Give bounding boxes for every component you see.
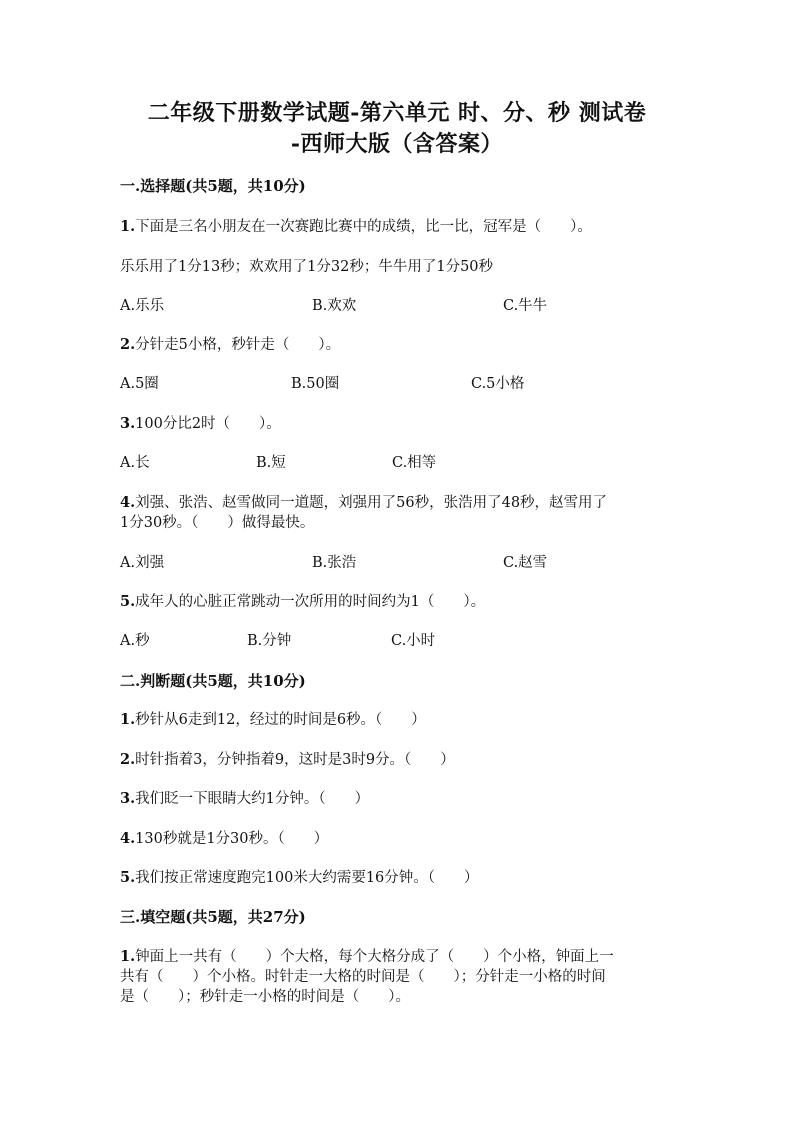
question-text <box>120 710 426 730</box>
page-title-line-2: -西师大版（含答案） <box>290 131 504 157</box>
question-text <box>120 750 455 770</box>
question-line: 100分比2时（ ）。 <box>135 416 281 432</box>
question-text <box>120 217 592 237</box>
question-text <box>120 947 614 967</box>
question-number: 2. <box>120 751 136 768</box>
question-number: 4. <box>120 830 136 847</box>
question-number: 3. <box>120 790 136 807</box>
question-text <box>120 493 607 513</box>
question-line: 下面是三名小朋友在一次赛跑比赛中的成绩，比一比，冠军是（ ）。 <box>135 219 592 235</box>
question-number: 2. <box>120 336 136 353</box>
question-text <box>120 335 340 355</box>
question-line: 乐乐用了1分13秒；欢欢用了1分32秒；牛牛用了1分50秒 <box>120 259 494 275</box>
option-c[interactable]: C.5小格 <box>471 376 525 392</box>
option-c[interactable]: C.相等 <box>392 455 437 471</box>
section-heading-choice: 一.选择题(共5题，共10分) <box>120 177 306 195</box>
option-b[interactable]: B.张浩 <box>312 555 357 571</box>
question-text <box>120 829 328 849</box>
question-line: 分针走5小格，秒针走（ ）。 <box>135 337 341 353</box>
option-c[interactable]: C.赵雪 <box>503 555 548 571</box>
question-line: 秒针从6走到12，经过的时间是6秒。（ ） <box>135 712 426 728</box>
option-b[interactable]: B.欢欢 <box>312 298 357 314</box>
question-line: 我们按正常速度跑完100米大约需要16分钟。（ ） <box>135 870 479 886</box>
question-line: 130秒就是1分30秒。（ ） <box>135 831 329 847</box>
question-line: 是（ ）；秒针走一小格的时间是（ ）。 <box>120 989 410 1005</box>
question-line: 钟面上一共有（ ）个大格，每个大格分成了（ ）个小格，钟面上一 <box>135 949 614 965</box>
question-line: 1分30秒。（ ）做得最快。 <box>120 515 315 531</box>
option-a[interactable]: A.秒 <box>120 633 150 649</box>
question-line: 共有（ ）个小格。时针走一大格的时间是（ ）；分针走一小格的时间 <box>120 969 606 985</box>
question-number: 5. <box>120 593 136 610</box>
option-a[interactable]: A.刘强 <box>120 555 165 571</box>
option-a[interactable]: A.乐乐 <box>120 298 165 314</box>
question-number: 1. <box>120 218 136 235</box>
option-b[interactable]: B.分钟 <box>247 633 292 649</box>
question-text <box>120 789 369 809</box>
option-b[interactable]: B.短 <box>256 455 286 471</box>
page-title-line-1: 二年级下册数学试题-第六单元 时、分、秒 测试卷 <box>147 100 647 126</box>
question-number: 1. <box>120 711 136 728</box>
option-b[interactable]: B.50圈 <box>291 376 340 392</box>
section-heading-judgement: 二.判断题(共5题，共10分) <box>120 672 306 690</box>
question-text <box>120 414 281 434</box>
question-line: 成年人的心脏正常跳动一次所用的时间约为1（ ）。 <box>135 594 486 610</box>
option-a[interactable]: A.5圈 <box>120 376 159 392</box>
question-line: 刘强、张浩、赵雪做同一道题，刘强用了56秒，张浩用了48秒，赵雪用了 <box>135 495 608 511</box>
option-a[interactable]: A.长 <box>120 455 150 471</box>
question-number: 1. <box>120 948 136 965</box>
question-line: 我们眨一下眼睛大约1分钟。（ ） <box>135 791 370 807</box>
option-c[interactable]: C.小时 <box>391 633 436 649</box>
question-number: 5. <box>120 869 136 886</box>
question-number: 3. <box>120 415 136 432</box>
option-c[interactable]: C.牛牛 <box>503 298 548 314</box>
question-number: 4. <box>120 494 136 511</box>
question-text <box>120 868 479 888</box>
section-heading-fill-blank: 三.填空题(共5题，共27分) <box>120 908 306 926</box>
question-line: 时针指着3，分钟指着9，这时是3时9分。（ ） <box>135 752 455 768</box>
question-text <box>120 592 485 612</box>
